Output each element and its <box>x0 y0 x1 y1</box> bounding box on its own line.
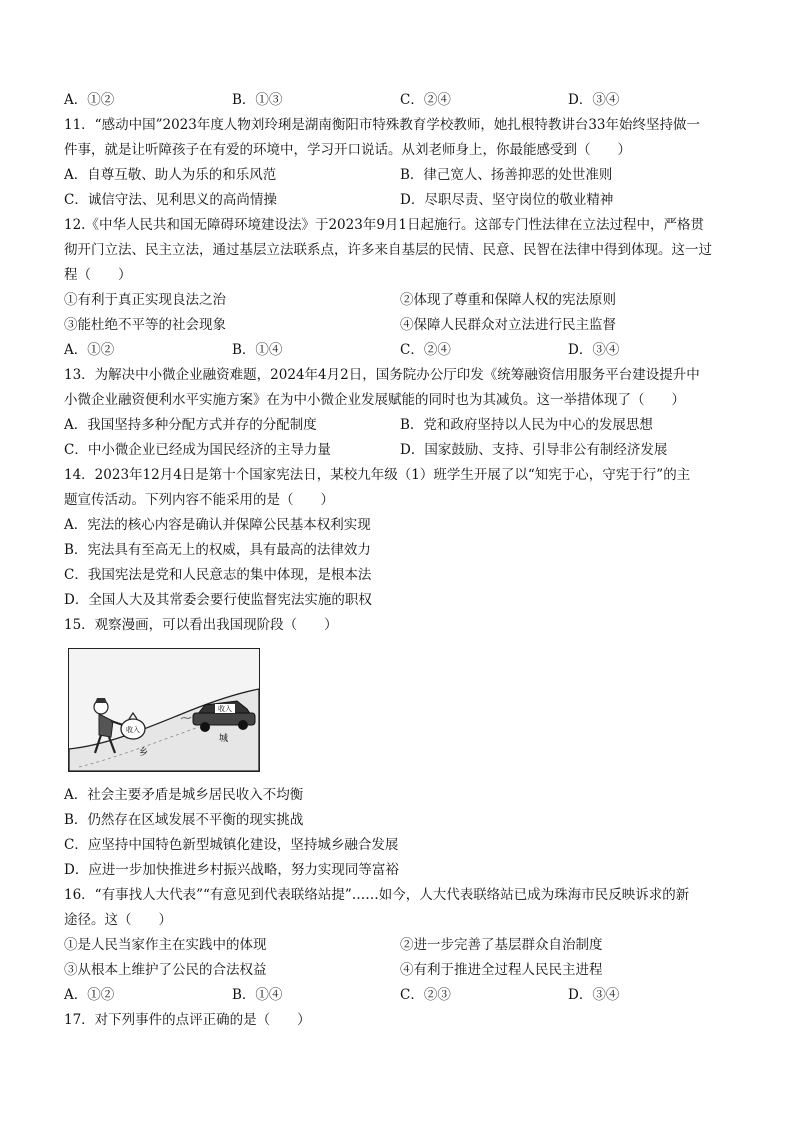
option-a: A．我国坚持多种分配方式并存的分配制度 <box>64 417 317 433</box>
statement-4: ④保障人民群众对立法进行民主监督 <box>400 317 616 333</box>
q13-options-row1 <box>64 416 734 434</box>
statement-2: ②体现了尊重和保障人权的宪法原则 <box>400 292 616 308</box>
option-b: B．党和政府坚持以人民为中心的发展思想 <box>400 417 653 433</box>
q14-stem-line1: 14．2023年12月4日是第十个国家宪法日，某校九年级（1）班学生开展了以“知宪于心，守宪于行”的主 <box>64 467 691 483</box>
q15-option-d: D．应进一步加快推进乡村振兴战略，努力实现同等富裕 <box>64 862 399 878</box>
car-label: 收入 <box>218 705 232 713</box>
q15-option-b: B．仍然存在区域发展不平衡的现实挑战 <box>64 812 304 828</box>
statement-3: ③从根本上维护了公民的合法权益 <box>64 962 267 978</box>
q15-option-c: C．应坚持中国特色新型城镇化建设，坚持城乡融合发展 <box>64 837 399 853</box>
q12-statements-row1 <box>64 291 734 309</box>
option-c: C．②③ <box>400 987 451 1003</box>
q13-stem-line1: 13．为解决中小微企业融资难题，2024年4月2日，国务院办公厅印发《统筹融资信用服务平台建设提升中 <box>64 367 700 383</box>
q13-stem-line2: 小微企业融资便利水平实施方案》在为中小微企业发展赋能的同时也为其减负。这一举措体现了（ ） <box>64 392 685 408</box>
q11-options-row1 <box>64 166 734 184</box>
q16-stem-line2: 途径。这（ ） <box>64 912 172 928</box>
option-b: B．①④ <box>232 342 283 358</box>
option-b: B．①④ <box>232 987 283 1003</box>
q16-statements-row1 <box>64 936 734 954</box>
statement-1: ①是人民当家作主在实践中的体现 <box>64 937 267 953</box>
q14-option-a: A．宪法的核心内容是确认并保障公民基本权利实现 <box>64 517 371 533</box>
q16-options <box>64 986 734 1004</box>
option-d: D．③④ <box>568 92 620 108</box>
statement-1: ①有利于真正实现良法之治 <box>64 292 226 308</box>
q12-stem-line2: 彻开门立法、民主立法，通过基层立法联系点，许多来自基层的民情、民意、民智在法律中得到体现。这一过 <box>64 242 712 258</box>
q14-option-b: B．宪法具有至高无上的权威，具有最高的法律效力 <box>64 542 371 558</box>
statement-4: ④有利于推进全过程人民民主进程 <box>400 962 603 978</box>
q14-option-d: D．全国人大及其常委会要行使监督宪法实施的职权 <box>64 592 372 608</box>
q11-stem-line1: 11．“感动中国”2023年度人物刘玲琍是湖南衡阳市特殊教育学校教师，她扎根特教讲台33年始终坚持做一 <box>64 117 701 133</box>
town-label: 城 <box>219 734 229 744</box>
q14-option-c: C．我国宪法是党和人民意志的集中体现，是根本法 <box>64 567 372 583</box>
option-d: D．国家鼓励、支持、引导非公有制经济发展 <box>400 442 668 458</box>
q14-stem-line2: 题宣传活动。下列内容不能采用的是（ ） <box>64 492 334 508</box>
q11-options-row2 <box>64 191 734 209</box>
option-a: A．①② <box>64 92 115 108</box>
option-c: C．诚信守法、见利思义的高尚情操 <box>64 192 277 208</box>
option-d: D．③④ <box>568 342 620 358</box>
village-label: 乡 <box>139 748 149 758</box>
option-c: C．中小微企业已经成为国民经济的主导力量 <box>64 442 331 458</box>
q16-statements-row2 <box>64 961 734 979</box>
option-d: D．尽职尽责、坚守岗位的敬业精神 <box>400 192 614 208</box>
q15-stem-line1: 15．观察漫画，可以看出我国现阶段（ ） <box>64 617 338 633</box>
q11-stem-line2: 件事，就是让听障孩子在有爱的环境中，学习开口说话。从刘老师身上，你最能感受到（ ） <box>64 142 631 158</box>
q12-options <box>64 341 734 359</box>
q10-options <box>64 91 734 109</box>
option-c: C．②④ <box>400 92 451 108</box>
q12-statements-row2 <box>64 316 734 334</box>
q17-stem-line1: 17．对下列事件的点评正确的是（ ） <box>64 1012 311 1028</box>
q16-stem-line1: 16．“有事找人大代表”“有意见到代表联络站提”……如今，人大代表联络站已成为珠海市民反映诉求的新 <box>64 887 690 903</box>
q12-stem-line1: 12.《中华人民共和国无障碍环境建设法》于2023年9月1日起施行。这部专门性法律在立法过程中，严格贯 <box>64 217 705 233</box>
option-b: B．①③ <box>232 92 283 108</box>
option-d: D．③④ <box>568 987 620 1003</box>
comic-illustration <box>68 648 260 772</box>
q13-options-row2 <box>64 441 734 459</box>
option-a: A．①② <box>64 987 115 1003</box>
income-bag-icon <box>121 713 145 739</box>
q15-option-a: A．社会主要矛盾是城乡居民收入不均衡 <box>64 787 304 803</box>
option-a: A．①② <box>64 342 115 358</box>
option-c: C．②④ <box>400 342 451 358</box>
statement-3: ③能杜绝不平等的社会现象 <box>64 317 226 333</box>
bag-label: 收入 <box>126 726 140 734</box>
option-b: B．律己宽人、扬善抑恶的处世准则 <box>400 167 613 183</box>
option-a: A．自尊互敬、助人为乐的和乐风范 <box>64 167 277 183</box>
statement-2: ②进一步完善了基层群众自治制度 <box>400 937 603 953</box>
q12-stem-line3: 程（ ） <box>64 267 132 283</box>
